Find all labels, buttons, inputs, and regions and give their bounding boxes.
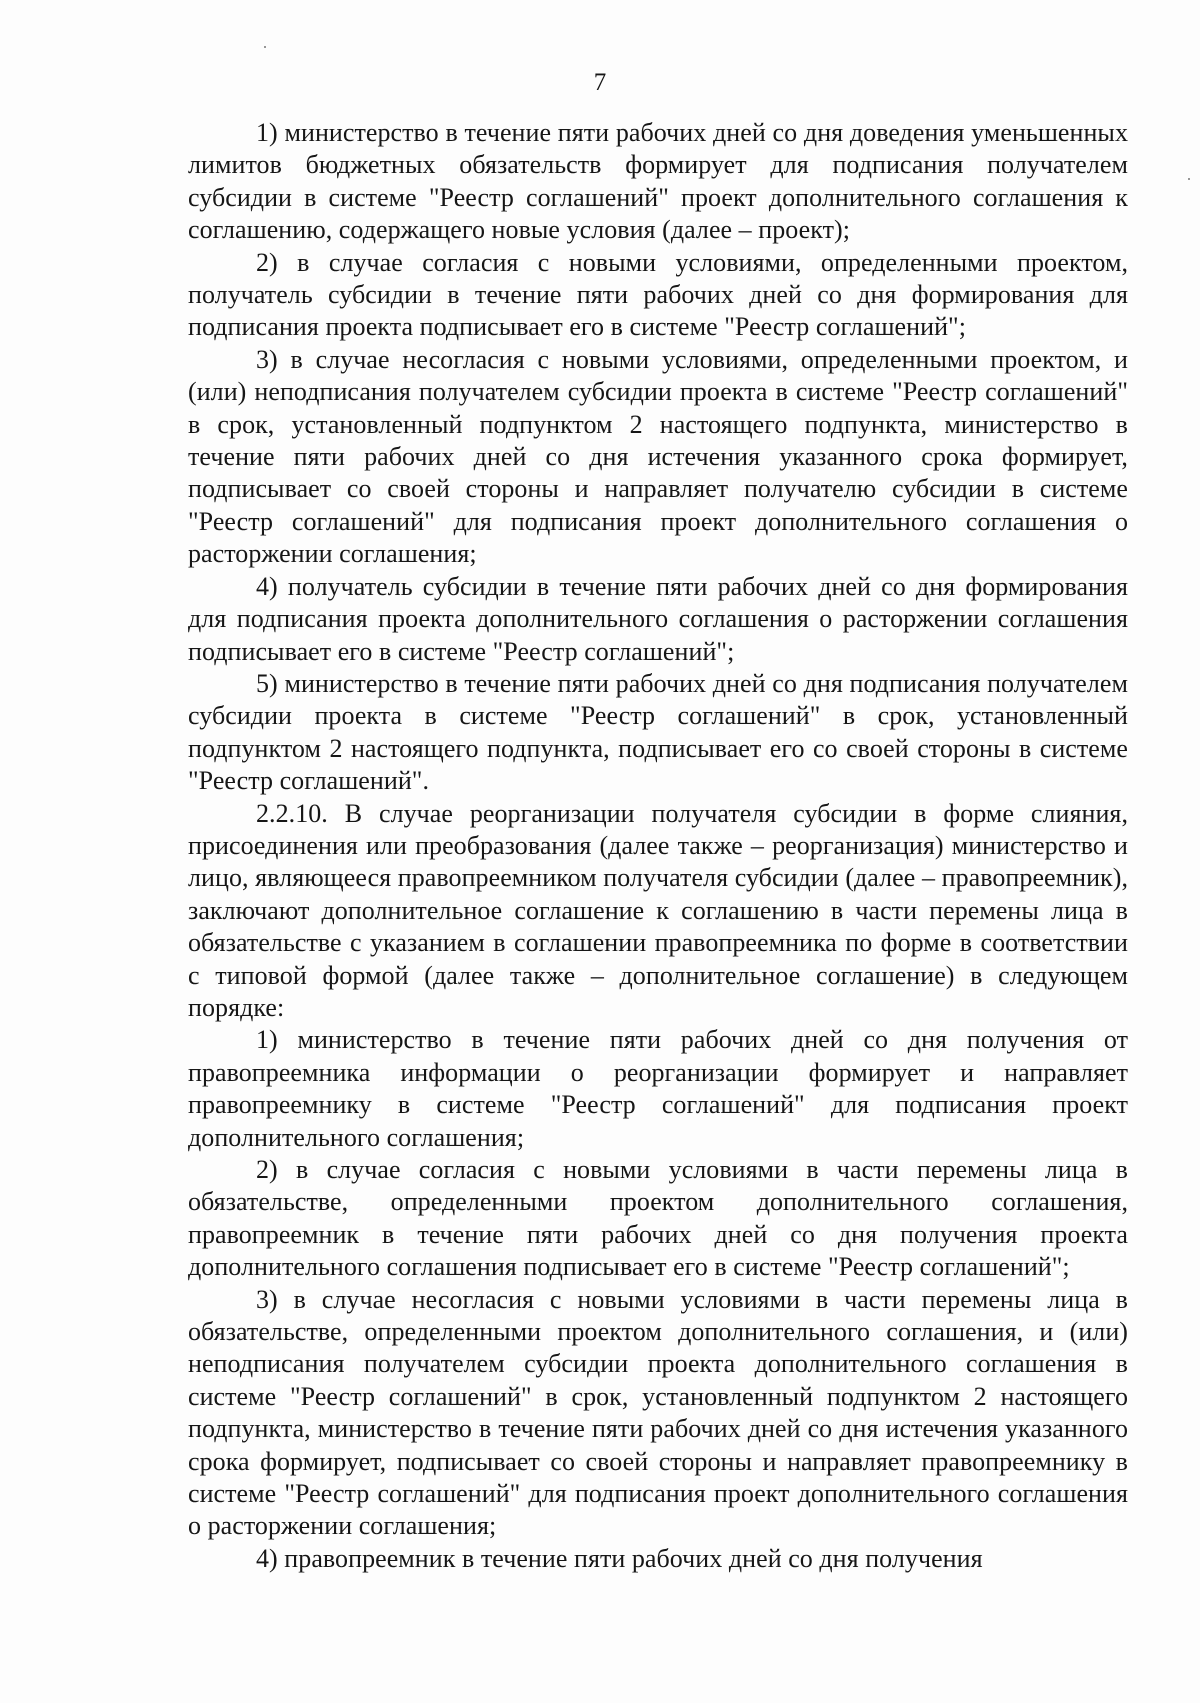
scan-dust-mark	[1188, 178, 1190, 180]
paragraph-subitem-3-termination-project: 3) в случае несогласия с новыми условиями, определенными проектом, и (или) неподписания получателем субсидии проекта в системе "Реестр соглашений" в срок, установленный подпунктом 2 настоящего подпункта, министерство в течение пяти рабочих дней со дня истечения указанного срока формирует, подписывает со своей стороны и направляет получателю субсидии в системе "Реестр соглашений" для подписания проект дополнительного соглашения о расторжении соглашения;	[188, 344, 1128, 569]
paragraph-reorg-subitem-2: 2) в случае согласия с новыми условиями в части перемены лица в обязательстве, определенными проектом дополнительного соглашения, правопреемник в течение пяти рабочих дней со дня получения проекта дополнительного соглашения подписывает его в системе "Реестр соглашений";	[188, 1155, 1128, 1282]
scan-dust-mark	[264, 46, 266, 48]
paragraph-subitem-2-recipient-signs: 2) в случае согласия с новыми условиями, определенными проектом, получатель субсидии в течение пяти рабочих дней со дня формирования для подписания проекта подписывает его в системе "Реестр соглашений";	[188, 247, 1128, 342]
paragraph-reorg-subitem-3: 3) в случае несогласия с новыми условиями в части перемены лица в обязательстве, определенными проектом дополнительного соглашения, и (или) неподписания получателем субсидии проекта дополнительного соглашения в системе "Реестр соглашений" в срок, установленный подпунктом 2 настоящего подпункта, министерство в течение пяти рабочих дней со дня истечения указанного срока формирует, подписывает со своей стороны и направляет правопреемнику в системе "Реестр соглашений" для подписания проект дополнительного соглашения о расторжении соглашения;	[188, 1284, 1128, 1541]
paragraph-reorg-subitem-1: 1) министерство в течение пяти рабочих дней со дня получения от правопреемника информации о реорганизации формирует и направляет правопреемнику в системе "Реестр соглашений" для подписания проект дополнительного соглашения;	[188, 1025, 1128, 1152]
page-number: 7	[593, 69, 607, 96]
paragraph-subitem-5-ministry-signs: 5) министерство в течение пяти рабочих дней со дня подписания получателем субсидии проекта в системе "Реестр соглашений" в срок, установленный подпунктом 2 настоящего подпункта, подписывает его со своей стороны в системе "Реестр соглашений".	[188, 668, 1128, 796]
paragraph-subitem-4-recipient-signs-termination: 4) получатель субсидии в течение пяти рабочих дней со дня формирования для подписания проекта дополнительного соглашения о расторжении соглашения подписывает его в системе "Реестр соглашений";	[188, 571, 1128, 666]
paragraph-reorg-subitem-4: 4) правопреемник в течение пяти рабочих дней со дня получения	[256, 1543, 983, 1573]
paragraph-subitem-1-ministry-forms-project: 1) министерство в течение пяти рабочих дней со дня доведения уменьшенных лимитов бюджетных обязательств формирует для подписания получателем субсидии в системе "Реестр соглашений" проект дополнительного соглашения к соглашению, содержащего новые условия (далее – проект);	[188, 118, 1128, 245]
paragraph-clause-2-2-10-reorganization: 2.2.10. В случае реорганизации получателя субсидии в форме слияния, присоединения или преобразования (далее также – реорганизация) министерство и лицо, являющееся правопреемником получателя субсидии (далее – правопреемник), заключают дополнительное соглашение к соглашению в части перемены лица в обязательстве с указанием в соглашении правопреемника по форме в соответствии с типовой формой (далее также – дополнительное соглашение) в следующем порядке:	[188, 798, 1128, 1022]
document-body	[188, 117, 1128, 1575]
